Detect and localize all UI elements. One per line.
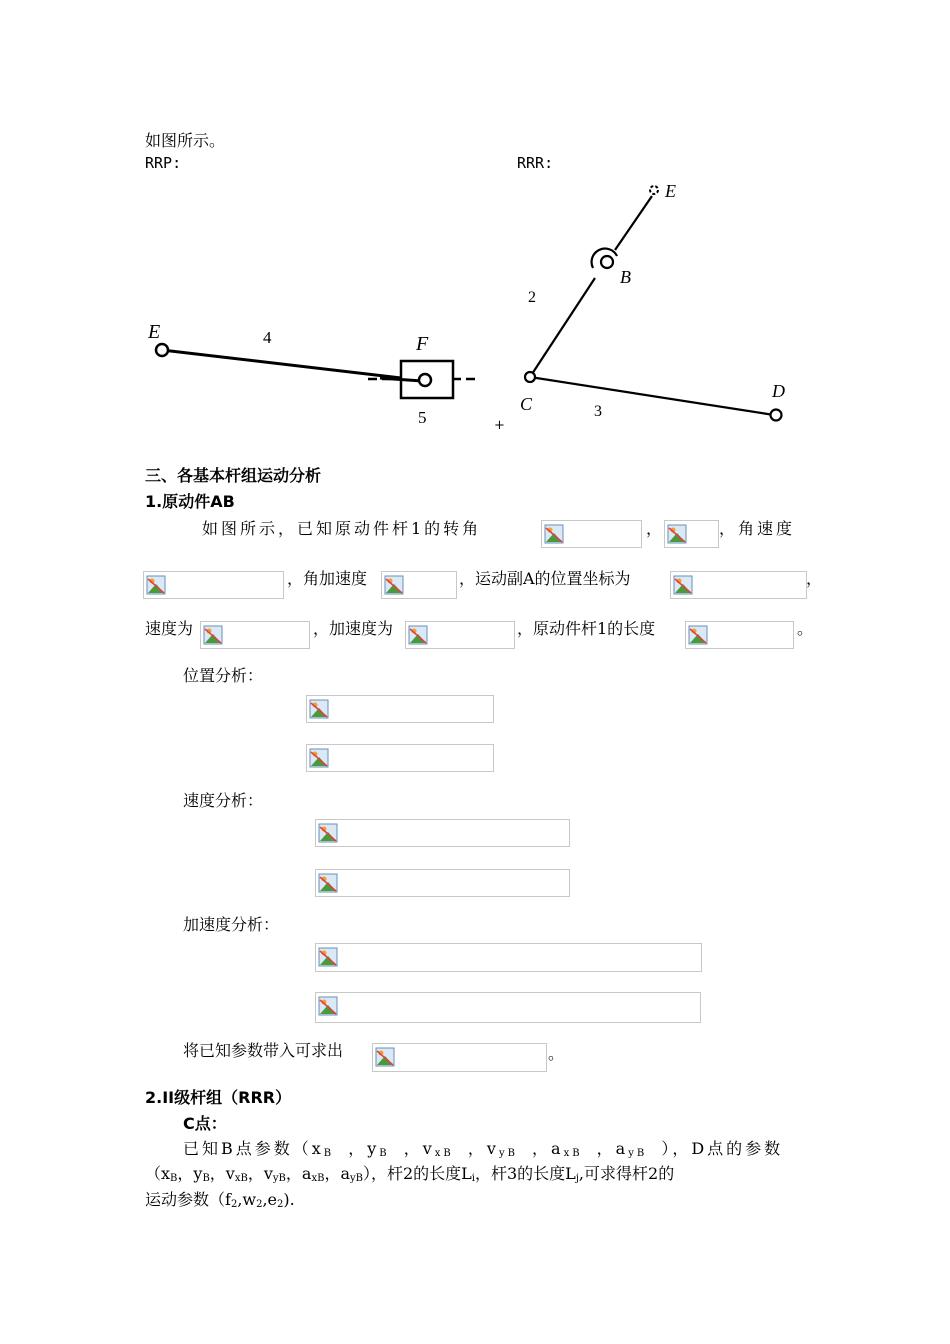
link-2-lower [530,278,595,377]
para2-text: ，v [209,1164,235,1183]
broken-image-icon [203,625,223,645]
formula-image [315,943,702,972]
link-2-upper [615,196,652,250]
para2-text: ，v [403,1139,435,1158]
para1-text-5: ，运动副A的位置坐标为 [459,569,631,588]
subscript: yB [628,1148,648,1159]
broken-image-icon [375,1047,395,1067]
broken-image-icon [688,625,708,645]
para1-text-2: ， [646,519,663,538]
formula-image [315,819,570,847]
formula-image [685,621,794,649]
joint-c [525,372,535,382]
para2-text: 运动参数（f [145,1190,231,1209]
broken-image-icon [318,873,338,893]
subscript: B [170,1173,178,1184]
para1-text-8: ，加速度为 [313,619,394,638]
substitute-end: 。 [548,1044,565,1063]
label-link-4: 4 [263,328,272,347]
joint-b [601,256,613,268]
subscript: yB [349,1173,363,1184]
label-e: E [148,321,161,343]
broken-image-icon [544,524,564,544]
para1-text-6: ， [806,569,823,588]
formula-image [315,992,701,1023]
c-point-label: C点： [183,1114,227,1133]
rrr-diagram [510,172,810,437]
subscript: yB [272,1173,286,1184]
subscript: 2 [230,1199,238,1210]
formula-image [372,1043,547,1072]
broken-image-icon [318,996,338,1016]
rrr-label: RRR: [517,154,554,172]
broken-image-icon [146,575,166,595]
broken-image-icon [384,575,404,595]
para2-line-1 [183,1136,783,1159]
intro-line: 如图所示。 [145,131,226,150]
formula-image [200,621,310,649]
link-4 [162,350,418,380]
formula-image [143,571,284,599]
broken-image-icon [309,748,329,768]
para1-text-9: ，原动件杆1的长度 [517,619,656,638]
para2-text: 已知B点参数（x [183,1139,324,1158]
para2-line-2 [145,1161,674,1184]
label-b: B [620,267,631,287]
formula-image [306,695,494,723]
subscript: j [575,1173,579,1184]
link-3 [530,377,774,415]
formula-image [315,869,570,897]
para2-text: ,可求得杆2的 [578,1164,675,1183]
sub1-heading: 1.原动件AB [145,492,235,511]
label-f: F [416,333,429,355]
para1-text-10: 。 [797,619,814,638]
subscript: B [202,1173,210,1184]
broken-image-icon [408,625,428,645]
broken-image-icon [318,947,338,967]
para2-text: ，v [247,1164,273,1183]
subscript: xB [434,1148,454,1159]
para2-text: ,w [237,1190,257,1209]
label-c: C [520,394,533,414]
para2-text: ，v [467,1139,499,1158]
para2-text: ，y [177,1164,203,1183]
sub2-heading: 2.II级杆组（RRR） [145,1088,292,1107]
formula-image [541,520,642,548]
velocity-analysis-label: 速度分析： [183,791,264,810]
para2-text: ，a [532,1139,564,1158]
subscript: yB [498,1148,518,1159]
para2-line-3 [145,1187,295,1210]
rrp-diagram [140,310,500,440]
section3-heading: 三、各基本杆组运动分析 [145,466,322,485]
para1-text-4: ，角加速度 [287,569,368,588]
subscript: B [323,1148,335,1159]
para2-text: ). [283,1190,295,1209]
subscript: xB [563,1148,583,1159]
accel-analysis-label: 加速度分析： [183,915,280,934]
label-e: E [665,181,676,201]
para2-text: ），D点的参数 [661,1139,784,1158]
rrp-label: RRP: [145,154,182,172]
broken-image-icon [673,575,693,595]
subscript: xB [311,1173,325,1184]
subscript: i [471,1173,475,1184]
para2-text: （x [145,1164,171,1183]
subscript: xB [234,1173,248,1184]
joint-e [650,186,658,194]
label-d: D [772,381,785,401]
label-link-3: 3 [594,403,602,420]
formula-image [405,621,515,649]
para2-text: ，a [285,1164,312,1183]
joint-d [771,410,782,421]
plus-mark: + [494,418,505,433]
para2-text: ，y [348,1139,380,1158]
label-link-2: 2 [528,289,536,306]
label-link-5: 5 [418,408,427,427]
position-analysis-label: 位置分析： [183,666,264,685]
broken-image-icon [667,524,687,544]
subscript: 2 [277,1199,284,1210]
para2-text: ，a [324,1164,350,1183]
formula-image [670,571,807,599]
para2-text: ,e [262,1190,278,1209]
formula-image [664,520,719,548]
para2-text: ，a [596,1139,629,1158]
para2-text: ），杆2的长度L [362,1164,472,1183]
formula-image [306,744,494,772]
subscript: 2 [256,1199,263,1210]
broken-image-icon [309,699,329,719]
para1-text-3: ，角速度 [719,519,796,538]
broken-image-icon [318,823,338,843]
formula-image [381,571,457,599]
para1-text-1: 如图所示，已知原动件杆1的转角 [202,519,482,538]
joint-f [419,374,431,386]
para1-text-7: 速度为 [145,619,194,638]
joint-e [156,344,168,356]
substitute-text: 将已知参数带入可求出 [183,1041,344,1060]
para2-text: ，杆3的长度L [475,1164,576,1183]
subscript: B [379,1148,390,1159]
